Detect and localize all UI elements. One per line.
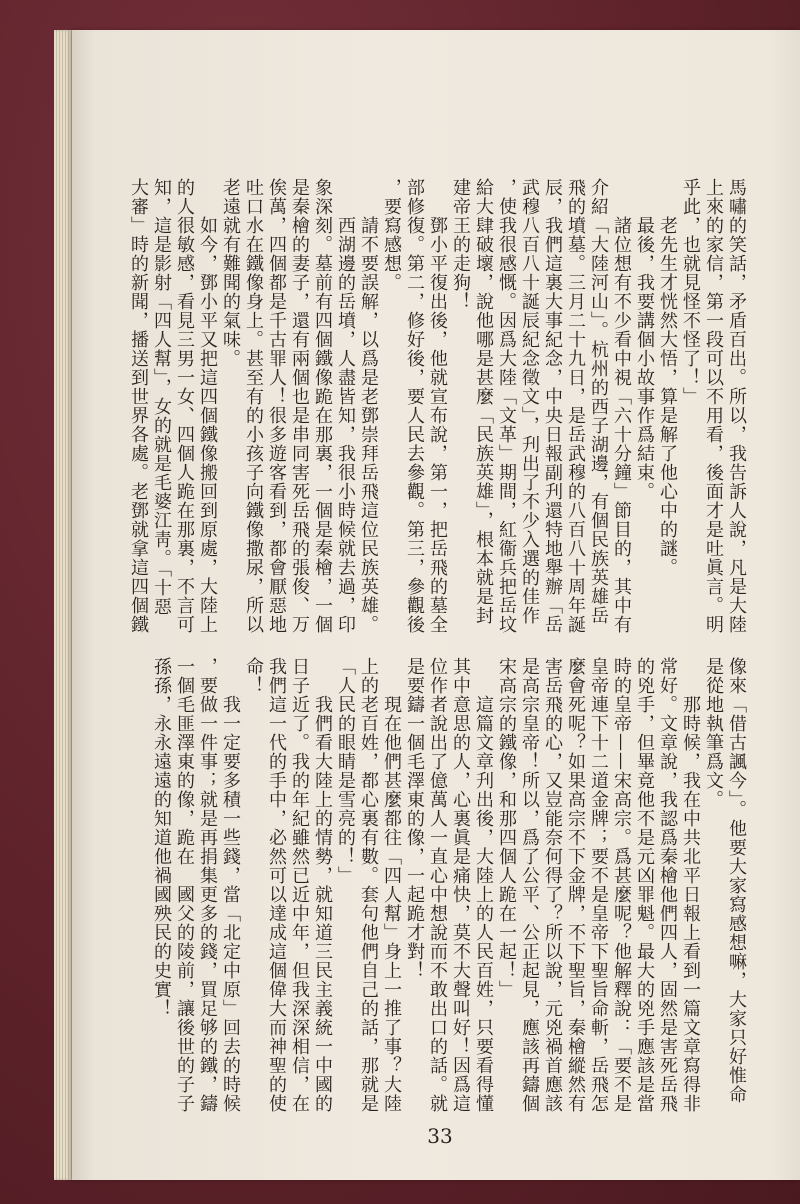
text-column: ，要寫感想。 — [381, 178, 402, 292]
text-column: 吐口水在鐵像身上。甚至有的小孩子向鐵像撒尿，所以 — [243, 178, 264, 634]
text-column: 俟萬，四個都是千古罪人！很多遊客看到，都會厭惡地 — [266, 178, 287, 634]
text-column: 給大肆破壞，說他哪是甚麼「民族英雄」，根本就是封 — [473, 178, 494, 625]
text-column: 我們這一代的手中，必然可以達成這個偉大而神聖的使 — [266, 657, 287, 1113]
text-column: 象深刻。墓前有四個鐵像跪在那裏，一個是秦檜，一個 — [312, 178, 333, 634]
text-column: 請不要誤解，以爲是老鄧崇拜岳飛這位民族英雄。 — [358, 216, 379, 634]
text-column: 西湖邊的岳墳，人盡皆知，我很小時候就去過，印 — [335, 216, 356, 634]
page-number: 33 — [427, 1124, 453, 1148]
text-column: 我們看大陸上的情勢，就知道三民主義統一中國的 — [312, 695, 333, 1113]
text-column: 如今，鄧小平又把這四個鐵像搬回到原處，大陸上 — [197, 216, 218, 634]
text-column: 「人民的眼睛是雪亮的！」 — [335, 657, 356, 885]
text-column: 最後，我要講個小故事作爲結束。 — [634, 216, 655, 501]
text-column: 麼會死呢？如果高宗不下金牌，不下聖旨，秦檜縱然有 — [565, 657, 586, 1113]
text-column: 馬嘯的笑話，矛盾百出。所以，我告訴人說，凡是大陸 — [726, 178, 747, 634]
text-column: 我一定要多積一些錢，當「北定中原」回去的時候 — [220, 695, 241, 1113]
text-column: 位作者說出了億萬人一直心中想說而不敢出口的話。就 — [427, 657, 448, 1113]
text-column: 建帝王的走狗！ — [450, 178, 471, 311]
text-column: 一個毛匪澤東的像，跪在 國父的陵前，讓後世的子子 — [174, 657, 195, 1113]
text-column: 的人很敏感，看見三男一女、四個人跪在那裏，不言可 — [174, 178, 195, 634]
text-column: 那時候，我在中共北平日報上看到一篇文章寫得非 — [680, 695, 701, 1113]
text-column: 時的皇帝——宋高宗。爲甚麼呢？他解釋說：「要不是 — [611, 657, 632, 1113]
text-column: 是從地執筆爲文。 — [703, 657, 724, 809]
text-column: 的兇手，但畢竟他不是元凶罪魁。最大的兇手應該是當 — [634, 657, 655, 1113]
text-column: 乎此，也就見怪不怪了！」 — [680, 178, 701, 406]
text-column: 老遠就有難聞的氣味。 — [220, 178, 241, 368]
text-column: 知，這是影射「四人幫」，女的就是毛婆江靑。「十惡 — [151, 178, 172, 616]
text-column: 害岳飛的心，又豈能奈何得了？所以說，元兇禍首應該 — [542, 657, 563, 1113]
text-column: 介紹「大陸河山」。杭州的西子湖邊，有個民族英雄岳 — [588, 178, 609, 625]
text-column: 部修復。第二，修好後，要人民去參觀。第三，參觀後 — [404, 178, 425, 634]
text-column: 是秦檜的妻子，還有兩個也是串同害死岳飛的張俊、万 — [289, 178, 310, 634]
text-column: 是要鑄一個毛澤東的像，一起跪才對！ — [404, 657, 425, 980]
text-column: 像來「借古諷今」。他要大家寫感想嘛，大家只好惟命 — [726, 657, 747, 1104]
text-column: 現在他們甚麼都往「四人幫」身上一推了事？大陸 — [381, 695, 402, 1113]
text-column: 老先生才恍然大悟，算是解了他心中的謎。 — [657, 216, 678, 577]
text-column: 日子近了。我的年紀雖然已近中年，但我深深相信，在 — [289, 657, 310, 1113]
text-column: 皇帝連下十二道金牌；要不是皇帝下聖旨命斬，岳飛怎 — [588, 657, 609, 1113]
upper-text-block — [127, 178, 748, 634]
text-column: 飛的墳墓。三月二十九日，是岳武穆的八百八十周年誕 — [565, 178, 586, 634]
text-column: 諸位想有不少看中視「六十分鐘」節目的，其中有 — [611, 216, 632, 634]
text-column: 宋高宗的鐵像，和那四個人跪在一起！」 — [496, 657, 517, 999]
text-column: 武穆八百八十誕辰紀念徵文」，刋出了不少入選的佳作 — [519, 178, 540, 625]
text-column: 是高宗皇帝！所以，爲了公平、公正起見，應該再鑄個 — [519, 657, 540, 1113]
text-column: 這篇文章刋出後，大陸上的人民百姓，只要看得懂 — [473, 695, 494, 1113]
text-column: ，使我很感慨。因爲大陸「文革」期間，紅衞兵把岳坟 — [496, 178, 517, 634]
text-column: 鄧小平復出後，他就宣布說，第一，把岳飛的墓全 — [427, 216, 448, 634]
page-edges — [54, 30, 74, 1180]
text-column: ，要做一件事；就是再捐集更多的錢，買足够的鐵，鑄 — [197, 657, 218, 1113]
text-column: 命！ — [243, 657, 264, 695]
text-column: 上來的家信，第一段可以不用看，後面才是吐眞言。明 — [703, 178, 724, 634]
lower-text-block — [150, 657, 748, 1113]
text-column: 其中意思的人，心裏眞是痛快，莫不大聲叫好！因爲這 — [450, 657, 471, 1113]
text-column: 上的老百姓，都心裏有數。套句他們自己的話，那就是 — [358, 657, 379, 1113]
text-column: 大審」時的新聞，播送到世界各處。老鄧就拿這四個鐵 — [128, 178, 149, 634]
text-column: 辰，我們這裏大事紀念，中央日報副刋還特地舉辦「岳 — [542, 178, 563, 634]
text-column: 孫孫，永永遠遠的知道他禍國殃民的史實！ — [151, 657, 172, 1018]
text-column: 常好。文章說，我認爲秦檜他們四人，固然是害死岳飛 — [657, 657, 678, 1113]
